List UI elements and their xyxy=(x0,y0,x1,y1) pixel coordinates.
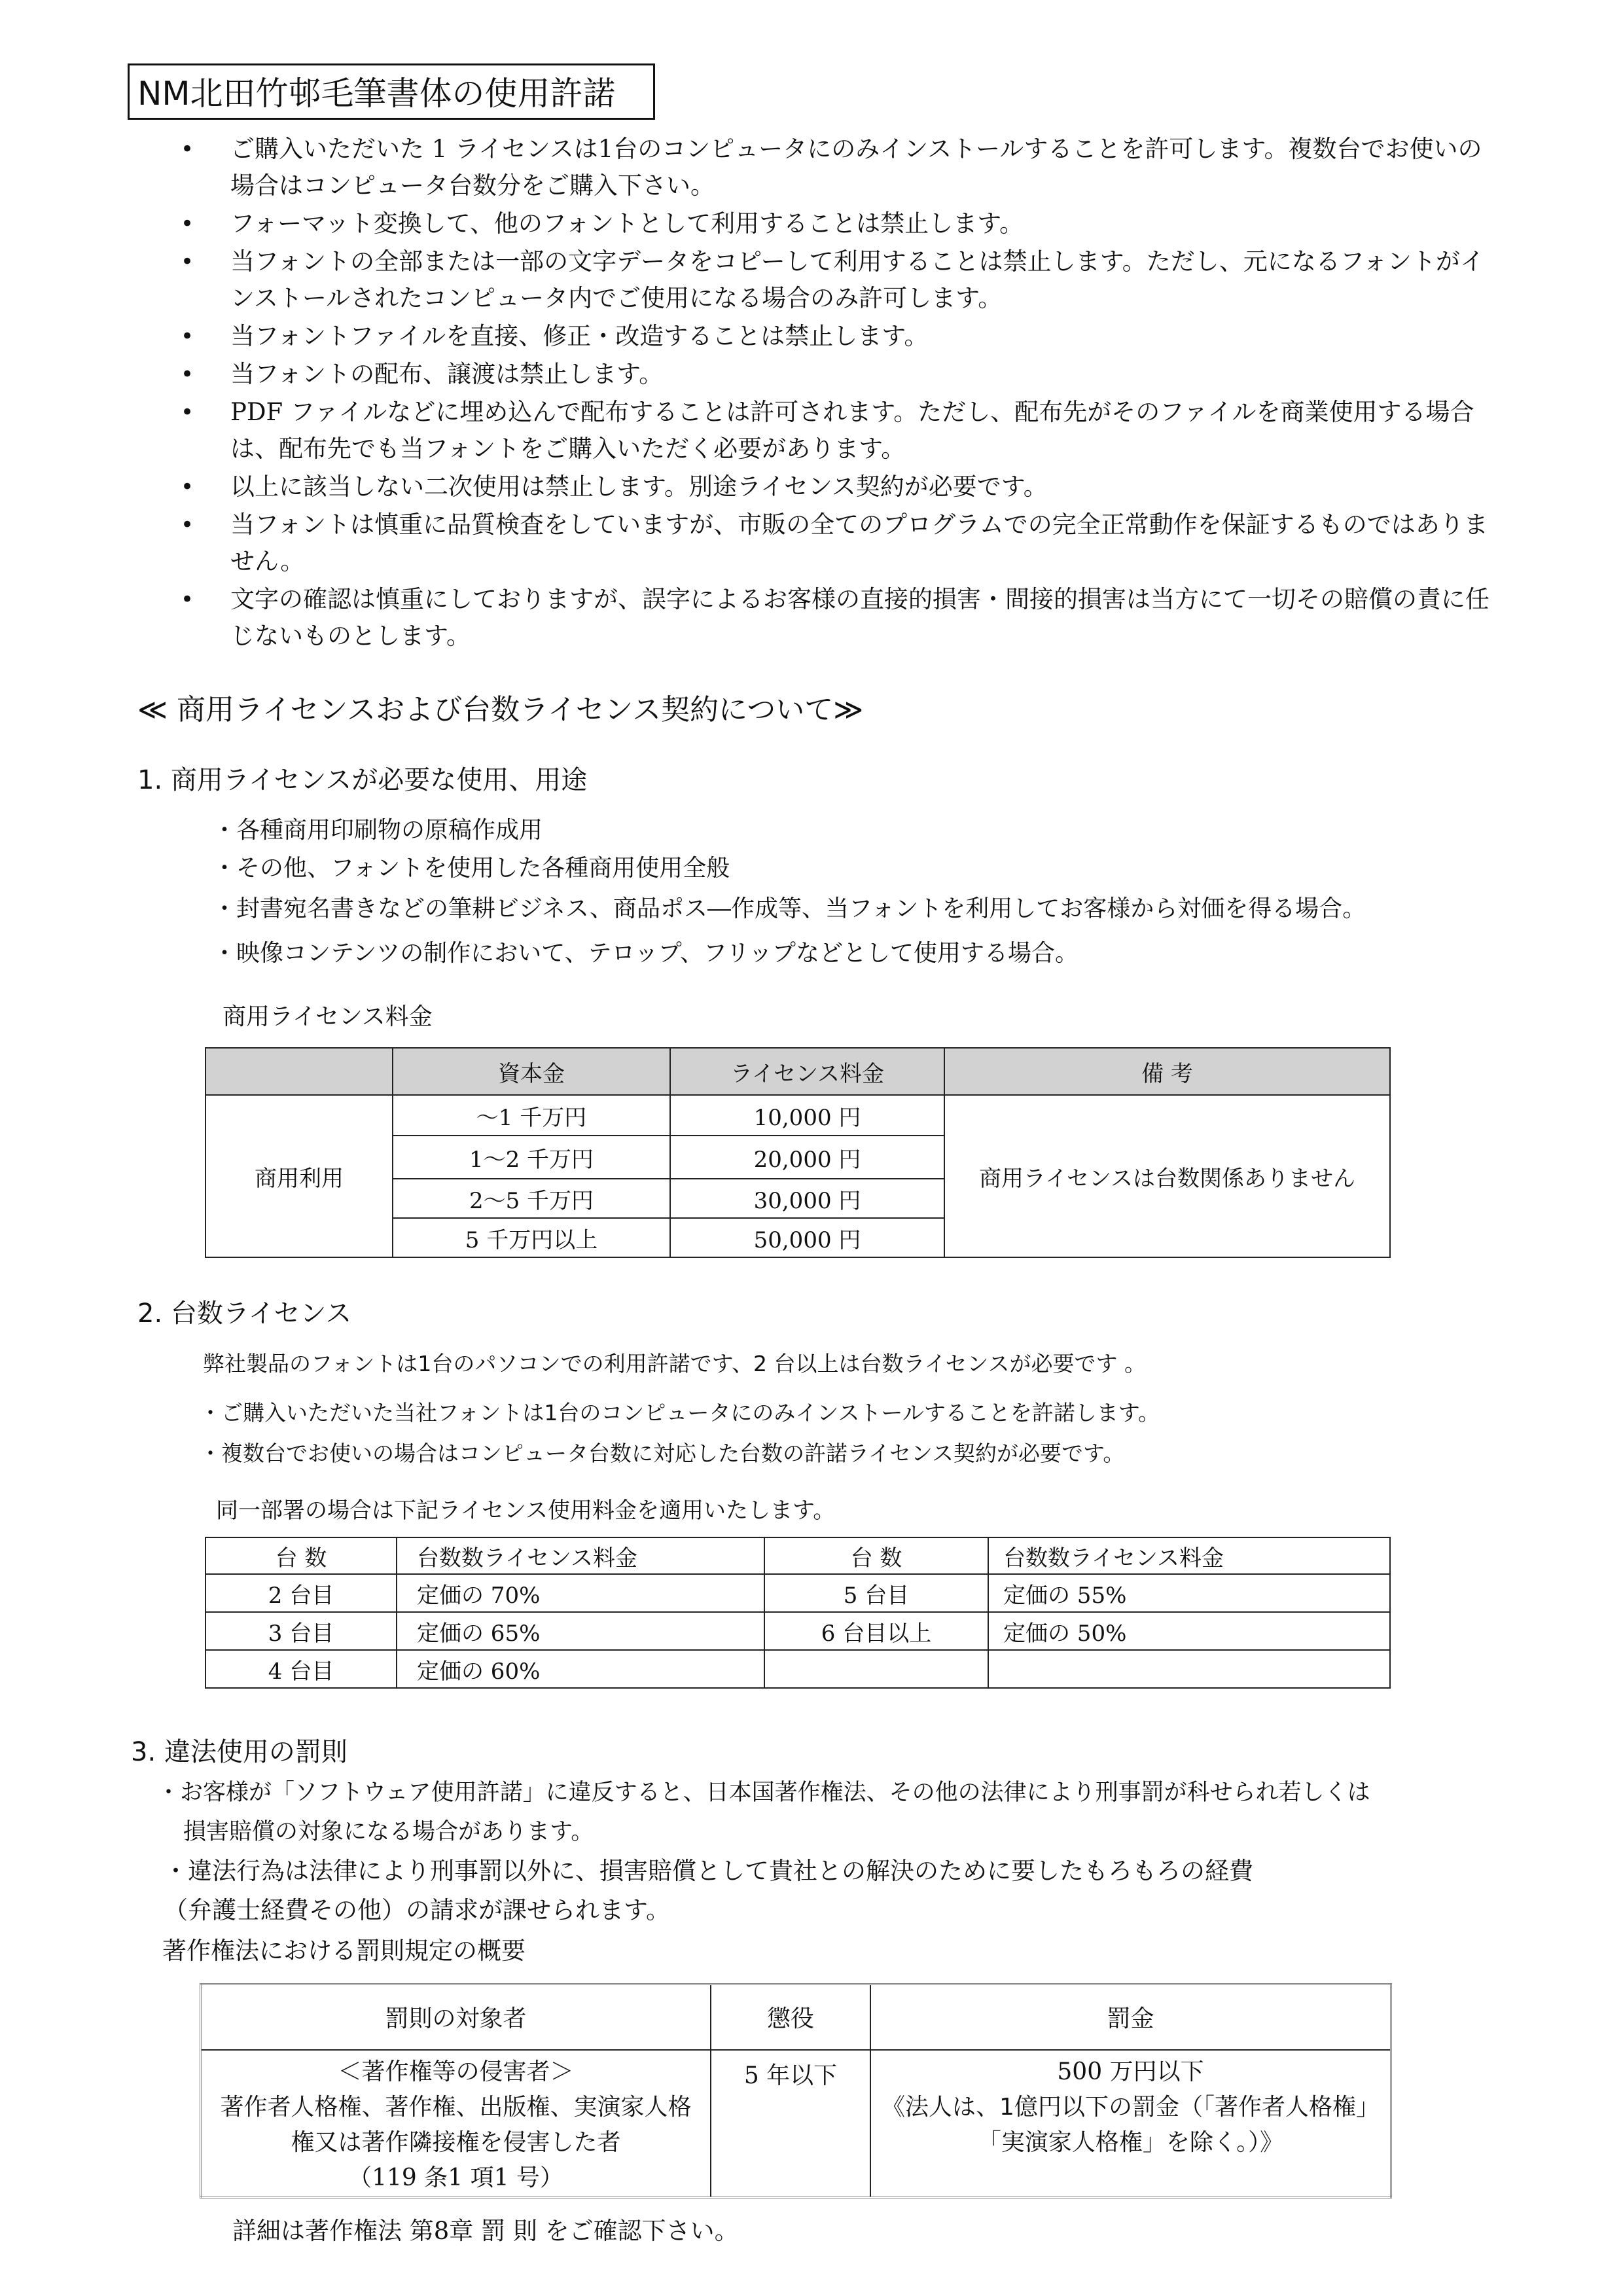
table-cell: 5 台目 xyxy=(764,1574,988,1612)
table-header-row xyxy=(201,1984,1391,2050)
table-cell: 4 台目 xyxy=(205,1650,397,1688)
table-cell: 3 台目 xyxy=(205,1612,397,1650)
table-header: 台 数 xyxy=(764,1537,988,1574)
list-item: ・各種商用印刷物の原稿作成用 xyxy=(213,817,543,844)
table-cell: 30,000 円 xyxy=(670,1179,944,1218)
table-cell: 商用ライセンスは台数関係ありません xyxy=(944,1095,1390,1257)
list-item: ・映像コンテンツの制作において、テロップ、フリップなどとして使用する場合。 xyxy=(213,940,1079,967)
list-item xyxy=(177,394,1492,467)
section3-subheading: 著作権法における罰則規定の概要 xyxy=(162,1937,526,1965)
table-cell: 6 台目以上 xyxy=(764,1612,988,1650)
list-item xyxy=(177,356,1492,393)
bullet-dot: • xyxy=(181,586,194,613)
table-cell xyxy=(764,1650,988,1688)
bullet-dot: • xyxy=(181,512,194,538)
table-cell: 定価の 60% xyxy=(397,1650,764,1688)
list-item xyxy=(177,206,1492,242)
table-header: 資本金 xyxy=(393,1048,670,1095)
list-item xyxy=(177,469,1492,505)
section3-text: ・違法行為は法律により刑事罰以外に、損害賠償として貴社との解決のために要したもろもろの経費 xyxy=(164,1857,1253,1885)
table-cell: 20,000 円 xyxy=(670,1136,944,1179)
section3-text: （弁護士経費その他）の請求が課せられます。 xyxy=(164,1896,671,1924)
penalty-fine-line: 《法人は、1億円以下の罰金（「著作者人格権」 xyxy=(882,2093,1380,2121)
table-header: 台数数ライセンス料金 xyxy=(397,1537,764,1574)
license-title: NM北田竹邨毛筆書体の使用許諾 xyxy=(128,63,655,120)
table-header: 罰金 xyxy=(870,1984,1391,2050)
table-header-row xyxy=(205,1048,1390,1095)
list-item xyxy=(177,507,1492,580)
table-cell: 5 千万円以上 xyxy=(393,1218,670,1257)
table-cell: 商用利用 xyxy=(205,1095,393,1257)
footer-note: 詳細は著作権法 第8章 罰 則 をご確認下さい。 xyxy=(232,2217,739,2245)
table-cell: 定価の 70% xyxy=(397,1574,764,1612)
penalty-table xyxy=(200,1983,1392,2198)
bullet-text: ご購入いただいた 1 ライセンスは1台のコンピュータにのみインストールすることを許可します。複数台でお使いの場合はコンピュータ台数分をご購入下さい。 xyxy=(230,135,1482,200)
table-header: ライセンス料金 xyxy=(670,1048,944,1095)
commercial-license-heading: ≪ 商用ライセンスおよび台数ライセンス契約について≫ xyxy=(137,693,864,726)
bullet-text: 当フォントファイルを直接、修正・改造することは禁止します。 xyxy=(230,322,929,350)
list-item: ・封書宛名書きなどの筆耕ビジネス、商品ポス―作成等、当フォントを利用してお客様から対価を得る場合。 xyxy=(213,895,1366,922)
penalty-fine-line: 500 万円以下 xyxy=(1057,2058,1204,2085)
table-cell: 定価の 65% xyxy=(397,1612,764,1650)
bullet-text: 以上に該当しない二次使用は禁止します。別途ライセンス契約が必要です。 xyxy=(230,473,1048,501)
bullet-text: 当フォントの配布、譲渡は禁止します。 xyxy=(230,360,664,388)
section2-note: 同一部署の場合は下記ライセンス使用料金を適用いたします。 xyxy=(216,1498,836,1524)
bullet-dot: • xyxy=(181,211,194,237)
section2-heading: 2. 台数ライセンス xyxy=(137,1299,352,1329)
table-cell: 2～5 千万円 xyxy=(393,1179,670,1218)
unit-license-table xyxy=(205,1537,1391,1689)
list-item xyxy=(177,131,1492,204)
table-row xyxy=(205,1095,1390,1136)
bullet-dot: • xyxy=(181,323,194,350)
section1-heading: 1. 商用ライセンスが必要な使用、用途 xyxy=(137,765,588,795)
table-cell: 10,000 円 xyxy=(670,1095,944,1136)
table-header: 懲役 xyxy=(711,1984,870,2050)
table-row xyxy=(201,2050,1391,2198)
bullet-text: 文字の確認は慎重にしておりますが、誤字によるお客様の直接的損害・間接的損害は当方にて一切その賠償の責に任じないものとします。 xyxy=(230,585,1489,650)
bullet-text: 当フォントの全部または一部の文字データをコピーして利用することは禁止します。ただし、元になるフォントがインストールされたコンピュータ内でご使用になる場合のみ許可します。 xyxy=(230,247,1484,312)
table-cell: 定価の 55% xyxy=(988,1574,1390,1612)
penalty-target-line: 著作者人格権、著作権、出版権、実演家人格 xyxy=(220,2093,692,2121)
bullet-dot: • xyxy=(181,399,194,425)
table-header: 台 数 xyxy=(205,1537,397,1574)
penalty-fine-line: 「実演家人格権」を除く。）》 xyxy=(977,2128,1284,2156)
bullet-dot: • xyxy=(181,136,194,162)
fee-table-title: 商用ライセンス料金 xyxy=(223,1003,433,1030)
bullet-dot: • xyxy=(181,361,194,387)
section2-text: 弊社製品のフォントは1台のパソコンでの利用許諾です、2 台以上は台数ライセンスが必要です 。 xyxy=(203,1351,1147,1376)
bullet-dot: • xyxy=(181,474,194,500)
table-cell: 50,000 円 xyxy=(670,1218,944,1257)
bullet-text: フォーマット変換して、他のフォントとして利用することは禁止します。 xyxy=(230,209,1024,238)
section3-heading: 3. 違法使用の罰則 xyxy=(131,1737,348,1767)
penalty-target-line: （119 条1 項1 号） xyxy=(348,2164,563,2191)
section1-item-list xyxy=(213,812,1366,973)
section2-text: ・複数台でお使いの場合はコンピュータ台数に対応した台数の許諾ライセンス契約が必要です。 xyxy=(200,1441,1125,1466)
table-header: 台数数ライセンス料金 xyxy=(988,1537,1390,1574)
table-header-row xyxy=(205,1537,1390,1574)
table-row xyxy=(205,1574,1390,1612)
table-cell xyxy=(201,2050,711,2198)
table-cell xyxy=(988,1650,1390,1688)
section2-text: ・ご購入いただいた当社フォントは1台のコンピュータにのみインストールすることを許諾します。 xyxy=(200,1400,1160,1426)
table-row xyxy=(205,1612,1390,1650)
license-bullet-list xyxy=(177,131,1492,656)
penalty-target-line: ＜著作権等の侵害者＞ xyxy=(338,2058,574,2085)
bullet-text: 当フォントは慎重に品質検査をしていますが、市販の全てのプログラムでの完全正常動作を保証するものではありません。 xyxy=(230,511,1488,575)
section3-text: ・お客様が「ソフトウェア使用許諾」に違反すると、日本国著作権法、その他の法律により刑事罰が科せられ若しくは xyxy=(157,1780,1370,1806)
table-cell: 定価の 50% xyxy=(988,1612,1390,1650)
commercial-fee-table xyxy=(205,1047,1391,1258)
table-cell: 2 台目 xyxy=(205,1574,397,1612)
penalty-target-line: 権又は著作隣接権を侵害した者 xyxy=(291,2128,621,2156)
table-header: 備 考 xyxy=(944,1048,1390,1095)
table-cell: ～1 千万円 xyxy=(393,1095,670,1136)
bullet-text: PDF ファイルなどに埋め込んで配布することは許可されます。ただし、配布先がそのファイルを商業使用する場合は、配布先でも当フォントをご購入いただく必要があります。 xyxy=(230,398,1474,463)
list-item xyxy=(177,581,1492,655)
table-row xyxy=(205,1650,1390,1688)
list-item xyxy=(177,243,1492,317)
list-item: ・その他、フォントを使用した各種商用使用全般 xyxy=(213,855,730,882)
table-cell: 1～2 千万円 xyxy=(393,1136,670,1179)
section3-text: 損害賠償の対象になる場合があります。 xyxy=(183,1819,594,1845)
table-cell: 5 年以下 xyxy=(711,2050,870,2198)
list-item xyxy=(177,318,1492,355)
bullet-dot: • xyxy=(181,249,194,275)
table-cell xyxy=(870,2050,1391,2198)
table-header: 罰則の対象者 xyxy=(201,1984,711,2050)
